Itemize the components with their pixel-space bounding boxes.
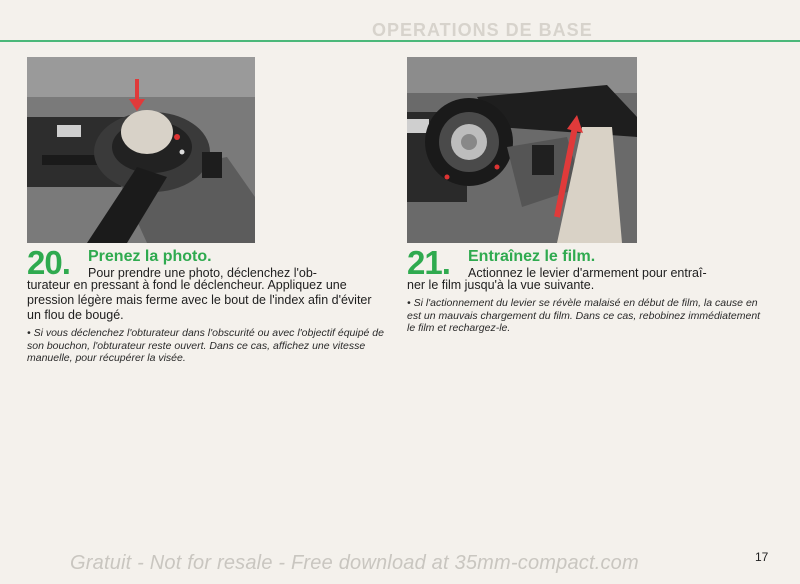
step-note: • Si l'actionnement du levier se révèle malaisé en début de film, la cause en est un mauvais chargement du film. Dans ce cas, rebobinez immédiatement le film et rechargez-le. <box>407 297 761 334</box>
step-21 <box>407 244 765 335</box>
shutter-release-photo <box>27 57 255 243</box>
step-title: Entraînez le film. <box>468 248 596 265</box>
ghost-heading: OPERATIONS DE BASE <box>372 20 593 40</box>
step-first-line: Pour prendre une photo, déclenchez l'ob- <box>88 266 317 280</box>
film-advance-photo <box>407 57 637 243</box>
page-number: 17 <box>755 550 769 564</box>
step-first-line: Actionnez le levier d'armement pour entraî- <box>468 266 707 280</box>
step-body: turateur en pressant à fond le déclencheur. Appliquez une pression légère mais ferme avec le bout de l'index afin d'éviter un flou de bougé. <box>27 278 372 322</box>
step-note: • Si vous déclenchez l'obturateur dans l'obscurité ou avec l'objectif équipé de son bouchon, l'obturateur reste ouvert. Dans ce cas, affichez une vitesse manuelle, pour récupérer la visée. <box>27 327 384 364</box>
step-body: ner le film jusqu'à la vue suivante. <box>407 278 595 292</box>
step-number: 20. <box>27 244 70 281</box>
step-20 <box>27 244 384 365</box>
step-number: 21. <box>407 244 450 281</box>
watermark-footer: Gratuit - Not for resale - Free download at 35mm-compact.com <box>70 552 639 574</box>
step-title: Prenez la photo. <box>88 248 212 265</box>
